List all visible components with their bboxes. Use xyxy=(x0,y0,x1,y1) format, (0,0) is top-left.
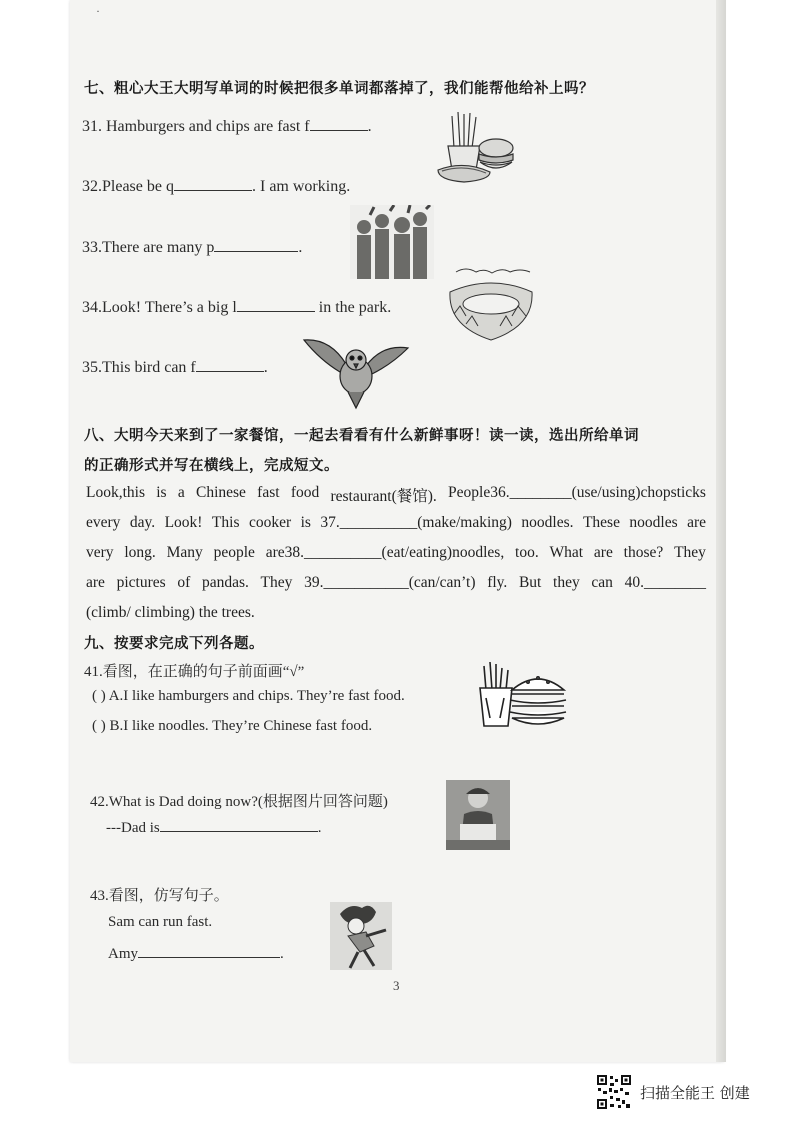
q42-answer xyxy=(106,818,321,837)
q43-answer xyxy=(108,944,284,963)
question-33 xyxy=(82,238,302,257)
passage-word: is xyxy=(300,514,311,531)
stray-dot: · xyxy=(96,4,100,18)
page-number: 3 xyxy=(393,978,400,993)
passage-word: can xyxy=(591,574,613,591)
q41-a-text: A.I like hamburgers and chips. They’re fast food. xyxy=(108,688,405,704)
passage-word: Look,this xyxy=(86,484,145,501)
passage-word: food xyxy=(290,484,320,501)
passage-word: are xyxy=(687,514,706,531)
q42-prefix: ---Dad is xyxy=(106,820,160,836)
dad-reading-icon xyxy=(446,780,510,850)
q41-a-checkbox[interactable]: ( ) xyxy=(92,688,106,704)
passage-word: a xyxy=(177,484,185,501)
q43-prompt: 43.看图，仿写句子。 xyxy=(90,888,229,904)
passage-word: What xyxy=(549,544,584,561)
passage-word: very xyxy=(86,544,114,561)
q41-b-checkbox[interactable]: ( ) xyxy=(92,718,106,734)
passage-word: They xyxy=(674,544,706,561)
q41-prompt: 41.看图，在正确的句子前面画“√” xyxy=(84,664,305,680)
lake-icon xyxy=(446,264,536,344)
q33-text: 33.There are many p xyxy=(82,239,215,256)
girl-running-icon xyxy=(330,902,392,970)
q34-blank[interactable] xyxy=(237,298,315,312)
passage-word: They xyxy=(260,574,293,591)
q43-example: Sam can run fast. xyxy=(108,914,213,930)
passage-word: they xyxy=(553,574,580,591)
passage-word: cooker xyxy=(248,514,292,531)
q41-option-a xyxy=(92,688,405,705)
passage-word: 40.________ xyxy=(624,574,706,591)
fast-food-icon xyxy=(434,108,516,188)
passage-word: But xyxy=(518,574,542,591)
q35-end: . xyxy=(263,359,268,376)
section-7-title: 七、粗心大王大明写单词的时候把很多单词都落掉了，我们能帮他给补上吗？ xyxy=(84,81,594,97)
passage-word: too. xyxy=(515,544,539,561)
q32-blank[interactable] xyxy=(174,177,252,191)
q34-text: 34.Look! There’s a big l xyxy=(82,299,237,316)
q42-prompt: 42.What is Dad doing now?(根据图片回答问题) xyxy=(90,794,388,810)
question-32 xyxy=(82,177,350,196)
passage-word: noodles. xyxy=(521,514,574,531)
passage-word: noodles xyxy=(629,514,678,531)
passage-word: are xyxy=(86,574,105,591)
passage-word: day. xyxy=(129,514,156,531)
q41-b-text: B.I like noodles. They’re Chinese fast food. xyxy=(109,718,373,734)
passage-word: those? xyxy=(623,544,664,561)
q35-text: 35.This bird can f xyxy=(82,359,196,376)
q31-end: . xyxy=(367,118,372,135)
q42-suffix: . xyxy=(317,820,322,836)
q32-text: 32.Please be q xyxy=(82,178,174,195)
passage-word: fly. xyxy=(487,574,508,591)
passage-line-2 xyxy=(86,514,706,532)
passage-word: are38.__________(eat/eating)noodles, xyxy=(265,544,505,561)
scanner-watermark: 扫描全能王 创建 xyxy=(640,1084,750,1102)
passage-word: fast xyxy=(257,484,280,501)
passage-word: of xyxy=(177,574,191,591)
passage-word: are xyxy=(593,544,613,561)
passage-word: every xyxy=(86,514,121,531)
q31-text: 31. Hamburgers and chips are fast f xyxy=(82,118,310,135)
question-31 xyxy=(82,117,372,136)
passage-word: people xyxy=(213,544,255,561)
passage-word: This xyxy=(211,514,240,531)
passage-word: restaurant(餐馆). xyxy=(330,488,437,505)
passage-word: People36.________(use/using)chopsticks xyxy=(448,484,706,501)
passage-word: 39.___________(can/can’t) xyxy=(304,574,476,591)
q33-blank[interactable] xyxy=(214,238,298,252)
q35-blank[interactable] xyxy=(196,358,264,372)
quiet-people-icon xyxy=(350,205,434,279)
passage-word: Look! xyxy=(164,514,203,531)
q34-end: in the park. xyxy=(314,299,392,316)
fries-burger-icon xyxy=(476,660,568,730)
q33-end: . xyxy=(298,239,303,256)
passage-line-3 xyxy=(86,544,706,562)
question-34 xyxy=(82,298,391,317)
passage-line-5: (climb/ climbing) the trees. xyxy=(86,604,255,621)
passage-word: 37.__________(make/making) xyxy=(320,514,512,531)
passage-word: Many xyxy=(166,544,203,561)
paper-edge xyxy=(716,0,726,1062)
passage-word: pictures xyxy=(116,574,166,591)
passage-word: Chinese xyxy=(195,484,246,501)
passage-word: long. xyxy=(124,544,156,561)
q41-option-b xyxy=(92,718,372,735)
q42-blank[interactable] xyxy=(160,818,318,832)
passage-word: pandas. xyxy=(201,574,249,591)
q32-end: . I am working. xyxy=(251,178,351,195)
q43-suffix: . xyxy=(280,946,284,962)
passage-word: These xyxy=(582,514,620,531)
q31-blank[interactable] xyxy=(310,117,368,131)
section-8-title-line1: 八、大明今天来到了一家餐馆，一起去看看有什么新鲜事呀！读一读，选出所给单词 xyxy=(84,428,639,444)
section-8-title-line2: 的正确形式并写在横线上，完成短文。 xyxy=(84,458,339,474)
passage-line-4 xyxy=(86,574,706,592)
qr-code-icon xyxy=(596,1074,632,1110)
question-35 xyxy=(82,358,268,377)
passage-word: is xyxy=(156,484,167,501)
flying-bird-icon xyxy=(300,330,412,410)
section-9-title: 九、按要求完成下列各题。 xyxy=(84,636,264,652)
crowd-icon xyxy=(350,244,360,254)
q43-prefix: Amy xyxy=(108,946,138,962)
passage-line-1 xyxy=(86,484,706,506)
q43-blank[interactable] xyxy=(138,944,280,958)
